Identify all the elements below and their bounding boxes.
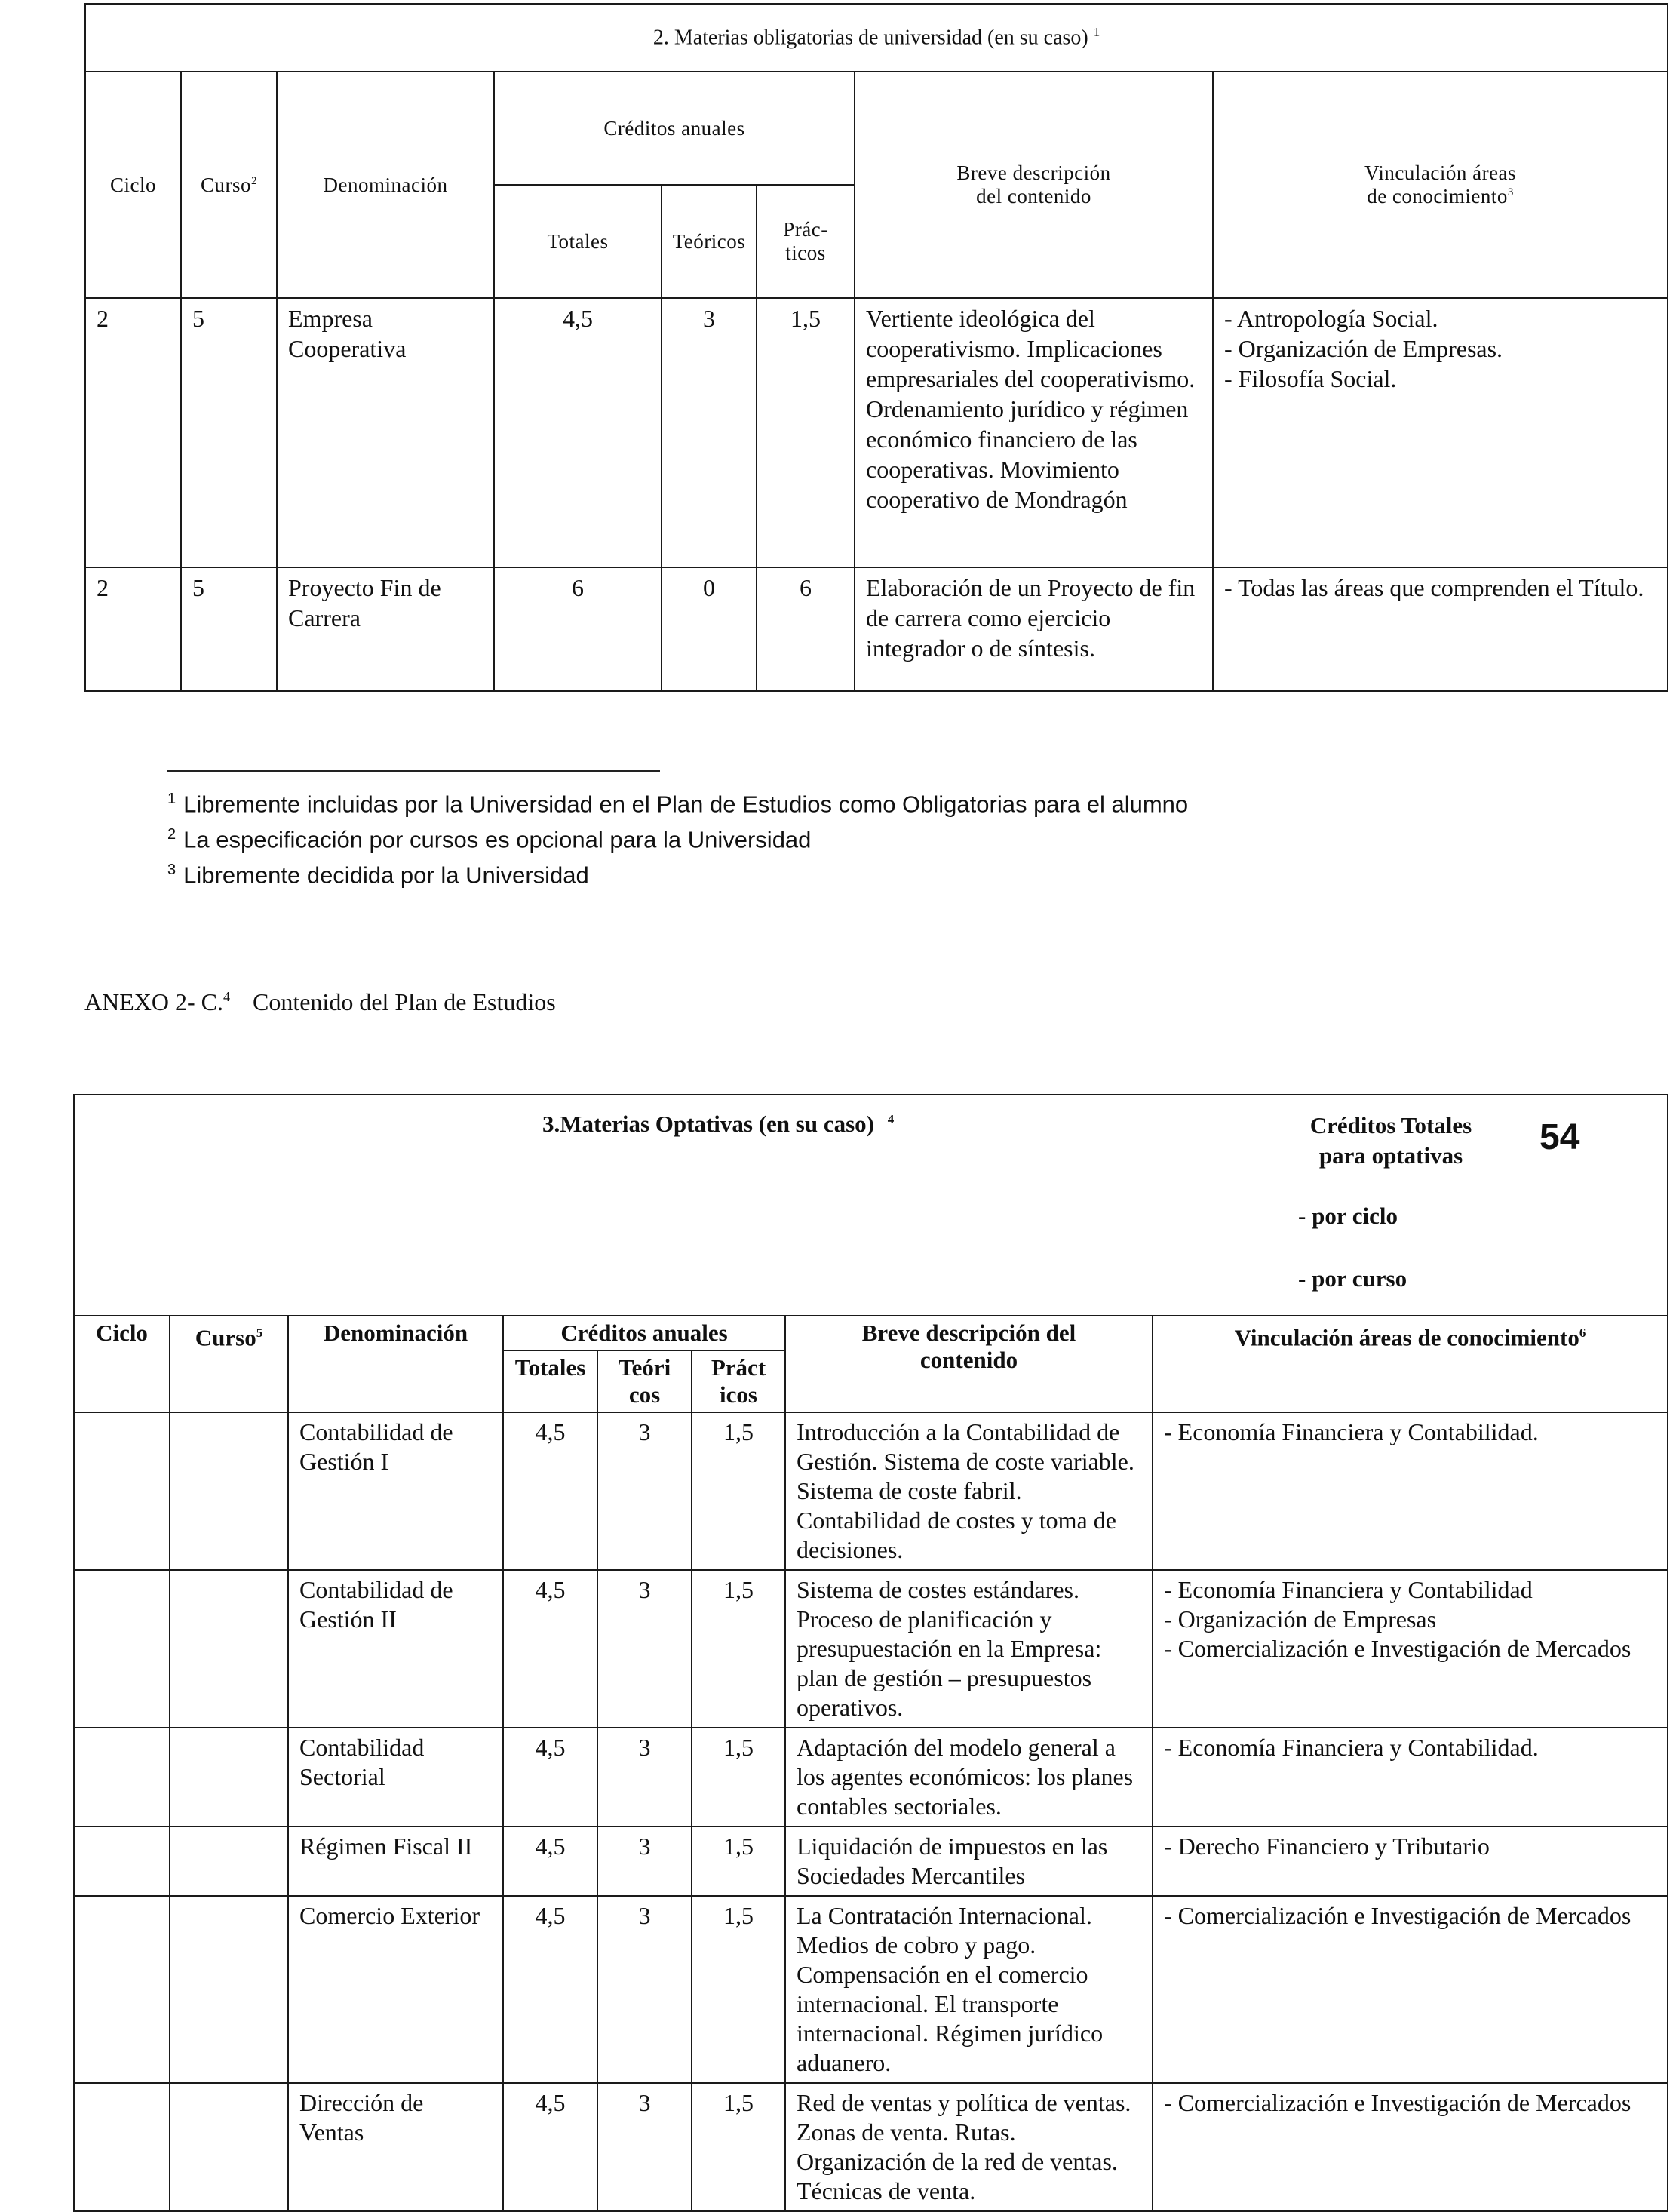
table-row (74, 1412, 1668, 1570)
total-optional-credits-value: 54 (1539, 1117, 1580, 1157)
row-vinculacion: - Economía Financiera y Contabilidad - Organización de Empresas - Comercialización e Investigación de Mercados (1153, 1570, 1668, 1728)
row-practicos: 6 (757, 567, 855, 691)
table1-header-denominacion: Denominación (277, 72, 494, 298)
row-curso (170, 2083, 288, 2211)
table1-header-teoricos: Teóricos (662, 185, 757, 298)
row-ciclo (74, 1896, 170, 2083)
table-row (85, 567, 1668, 691)
row-denominacion: Contabilidad de Gestión I (288, 1412, 503, 1570)
row-teoricos: 3 (597, 1570, 692, 1728)
table1-title-note: 1 (1093, 25, 1100, 40)
annex-note: 4 (223, 989, 230, 1005)
credits-per-cycle-label: - por ciclo (1298, 1203, 1398, 1229)
annex-text: Contenido del Plan de Estudios (252, 988, 556, 1015)
table2-header-curso: Curso$^5$ (170, 1316, 288, 1412)
row-vinculacion: - Economía Financiera y Contabilidad. (1153, 1412, 1668, 1570)
row-ciclo (74, 1826, 170, 1896)
row-ciclo: 2 (85, 567, 181, 691)
row-denominacion: Contabilidad Sectorial (288, 1728, 503, 1826)
row-denominacion: Proyecto Fin de Carrera (277, 567, 494, 691)
row-curso: 5 (181, 298, 277, 567)
table2-header-denominacion: Denominación (288, 1316, 503, 1412)
row-curso (170, 1896, 288, 2083)
table-row (74, 1728, 1668, 1826)
table2-header-ciclo: Ciclo (74, 1316, 170, 1412)
row-teoricos: 3 (597, 1728, 692, 1826)
row-ciclo: 2 (85, 298, 181, 567)
row-descripcion: Sistema de costes estándares. Proceso de planificación y presupuestación en la Empresa: plan de gestión – presupuestos operativos. (785, 1570, 1153, 1728)
credits-per-course-label: - por curso (1298, 1265, 1407, 1292)
row-practicos: 1,5 (692, 2083, 785, 2211)
row-vinculacion: - Economía Financiera y Contabilidad. (1153, 1728, 1668, 1826)
table2-header-teoricos: Teóri cos (597, 1350, 692, 1412)
row-teoricos: 0 (662, 567, 757, 691)
row-totales: 4,5 (503, 1570, 597, 1728)
table1-header-descripcion: Breve descripción del contenido (855, 72, 1213, 298)
row-ciclo (74, 1412, 170, 1570)
footnote-2: $^2$ La especificación por cursos es opcional para la Universidad (167, 826, 812, 853)
table-row (85, 298, 1668, 567)
row-denominacion: Empresa Cooperativa (277, 298, 494, 567)
row-teoricos: 3 (597, 2083, 692, 2211)
row-vinculacion: - Todas las áreas que comprenden el Título. (1213, 567, 1668, 691)
table-row (74, 1896, 1668, 2083)
table2-header-creditos: Créditos anuales (503, 1316, 785, 1350)
row-totales: 4,5 (503, 1412, 597, 1570)
table2-header-totales: Totales (503, 1350, 597, 1412)
annex-label: ANEXO 2- C. (84, 988, 223, 1015)
row-teoricos: 3 (597, 1412, 692, 1570)
row-denominacion: Dirección de Ventas (288, 2083, 503, 2211)
row-practicos: 1,5 (692, 1826, 785, 1896)
row-curso (170, 1412, 288, 1570)
row-teoricos: 3 (597, 1896, 692, 2083)
row-ciclo (74, 2083, 170, 2211)
row-totales: 4,5 (503, 1826, 597, 1896)
row-practicos: 1,5 (692, 1728, 785, 1826)
table1-title: 2. Materias obligatorias de universidad (en su caso) (652, 26, 1088, 50)
row-practicos: 1,5 (757, 298, 855, 567)
optional-subjects-table (73, 1094, 1668, 2212)
footnote-3: $^3$ Libremente decidida por la Universidad (167, 862, 589, 889)
table1-title-cell (85, 4, 1668, 72)
table-row (74, 1826, 1668, 1896)
table1-header-totales: Totales (494, 185, 662, 298)
table2-header-box (74, 1095, 1668, 1316)
row-curso (170, 1826, 288, 1896)
row-descripcion: La Contratación Internacional. Medios de cobro y pago. Compensación en el comercio internacional. El transporte internacional. Régimen jurídico aduanero. (785, 1896, 1153, 2083)
row-teoricos: 3 (662, 298, 757, 567)
footnote-1: $^1$ Libremente incluidas por la Universidad en el Plan de Estudios como Obligatorias para el alumno (167, 791, 1189, 818)
row-ciclo (74, 1728, 170, 1826)
row-ciclo (74, 1570, 170, 1728)
row-totales: 6 (494, 567, 662, 691)
row-descripcion: Elaboración de un Proyecto de fin de carrera como ejercicio integrador o de síntesis. (855, 567, 1213, 691)
row-descripcion: Red de ventas y política de ventas. Zonas de venta. Rutas. Organización de la red de ventas. Técnicas de venta. (785, 2083, 1153, 2211)
footnote-separator (167, 770, 660, 772)
mandatory-subjects-table (84, 3, 1668, 692)
row-practicos: 1,5 (692, 1412, 785, 1570)
table1-header-curso: Curso$^2$ (181, 72, 277, 298)
row-descripcion: Adaptación del modelo general a los agentes económicos: los planes contables sectoriales. (785, 1728, 1153, 1826)
row-denominacion: Régimen Fiscal II (288, 1826, 503, 1896)
row-totales: 4,5 (494, 298, 662, 567)
row-totales: 4,5 (503, 2083, 597, 2211)
row-descripcion: Liquidación de impuestos en las Sociedades Mercantiles (785, 1826, 1153, 1896)
row-vinculacion: - Derecho Financiero y Tributario (1153, 1826, 1668, 1896)
row-curso (170, 1728, 288, 1826)
table2-header-vinculacion: Vinculación áreas de conocimiento$^6$ (1153, 1316, 1668, 1412)
table2-title: 3.Materias Optativas (en su caso) $^4$ (542, 1111, 895, 1137)
table2-header-descripcion: Breve descripción del contenido (785, 1316, 1153, 1412)
row-vinculacion: - Comercialización e Investigación de Mercados (1153, 1896, 1668, 2083)
row-denominacion: Comercio Exterior (288, 1896, 503, 2083)
row-denominacion: Contabilidad de Gestión II (288, 1570, 503, 1728)
row-practicos: 1,5 (692, 1896, 785, 2083)
row-totales: 4,5 (503, 1896, 597, 2083)
row-curso (170, 1570, 288, 1728)
row-curso: 5 (181, 567, 277, 691)
row-totales: 4,5 (503, 1728, 597, 1826)
annex-heading (84, 988, 556, 1016)
row-descripcion: Vertiente ideológica del cooperativismo. Implicaciones empresariales del cooperativismo. Ordenamiento jurídico y régimen económico financiero de las cooperativas. Movimiento cooperativo de Mondragón (855, 298, 1213, 567)
table-row (74, 2083, 1668, 2211)
table1-header-practicos: Prác- ticos (757, 185, 855, 298)
row-teoricos: 3 (597, 1826, 692, 1896)
row-vinculacion: - Antropología Social. - Organización de Empresas. - Filosofía Social. (1213, 298, 1668, 567)
table-row (74, 1570, 1668, 1728)
row-practicos: 1,5 (692, 1570, 785, 1728)
table1-header-ciclo: Ciclo (85, 72, 181, 298)
table1-header-creditos: Créditos anuales (494, 72, 855, 185)
row-descripcion: Introducción a la Contabilidad de Gestión. Sistema de coste variable. Sistema de coste fabril. Contabilidad de costes y toma de decisiones. (785, 1412, 1153, 1570)
total-optional-credits-label: Créditos Totales para optativas (1309, 1112, 1472, 1169)
row-vinculacion: - Comercialización e Investigación de Mercados (1153, 2083, 1668, 2211)
table2-header-practicos: Práct icos (692, 1350, 785, 1412)
table1-header-vinculacion: Vinculación áreas de conocimiento$^3$ (1213, 72, 1668, 298)
